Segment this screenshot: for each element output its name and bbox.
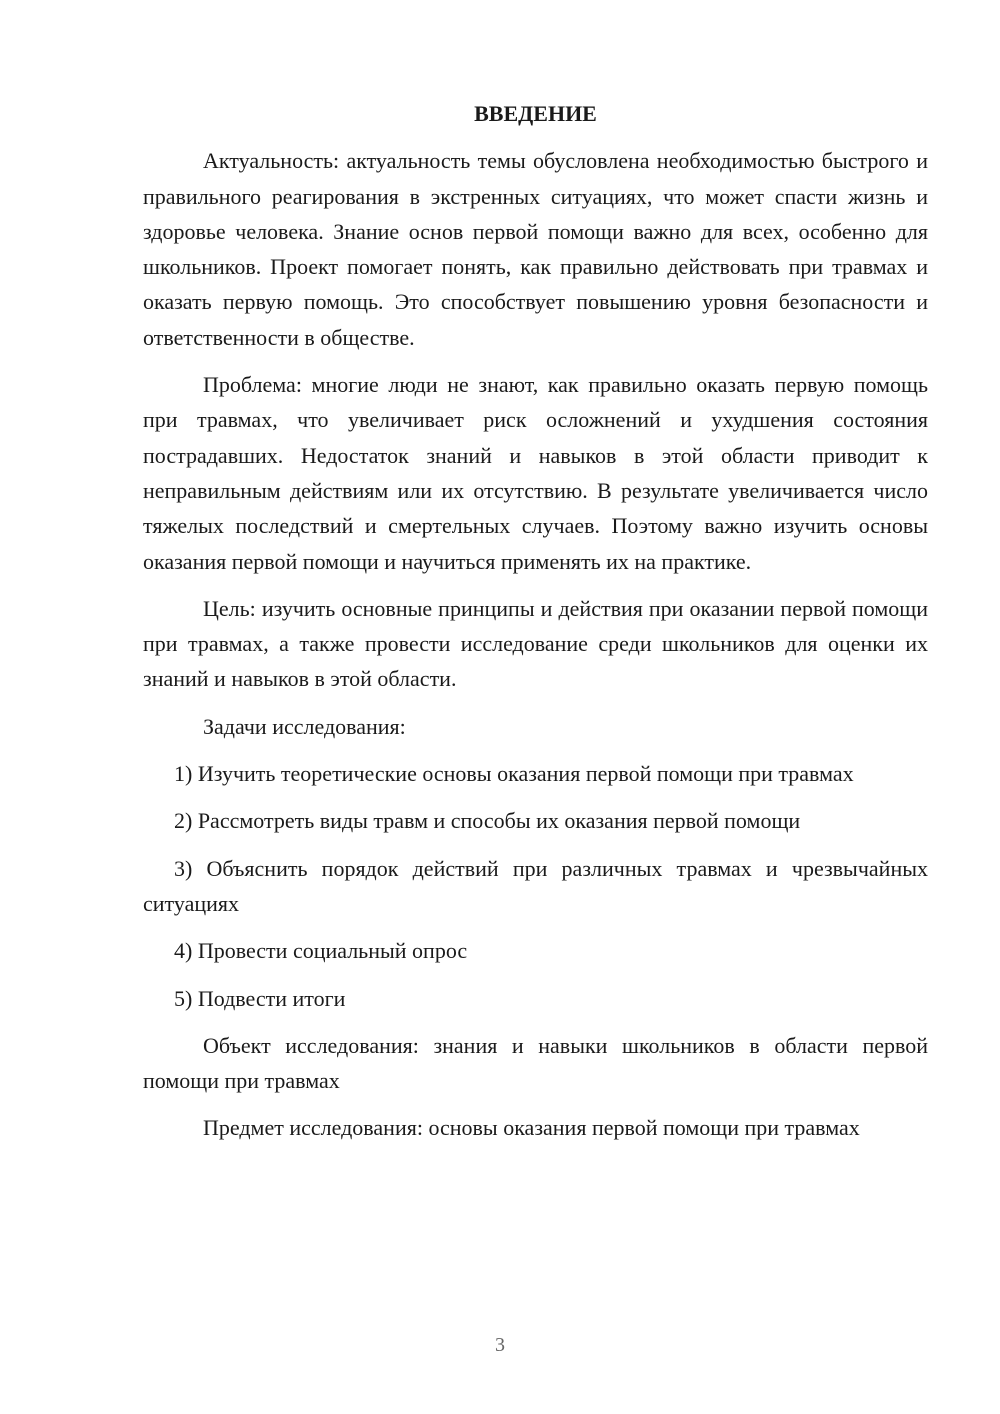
tasks-list xyxy=(143,756,928,1016)
document-page xyxy=(143,96,928,1158)
problem-paragraph: Проблема: многие люди не знают, как правильно оказать первую помощь при травмах, что увеличивает риск осложнений и ухудшения состояния пострадавших. Недостаток знаний и навыков в этой области приводит к неправильным действиям или их отсутствию. В результате увеличивается число тяжелых последствий и смертельных случаев. Поэтому важно изучить основы оказания первой помощи и научиться применять их на практике. xyxy=(143,372,928,574)
list-item: 1) Изучить теоретические основы оказания первой помощи при травмах xyxy=(174,761,854,787)
tasks-heading: Задачи исследования: xyxy=(203,713,406,739)
page-title: ВВЕДЕНИЕ xyxy=(474,101,597,126)
list-item: 2) Рассмотреть виды травм и способы их оказания первой помощи xyxy=(174,808,801,834)
goal-paragraph: Цель: изучить основные принципы и действия при оказании первой помощи при травмах, а также провести исследование среди школьников для оценки их знаний и навыков в этой области. xyxy=(143,595,928,692)
list-item: 3) Объяснить порядок действий при различных травмах и чрезвычайных ситуациях xyxy=(143,855,928,916)
subject-paragraph: Предмет исследования: основы оказания первой помощи при травмах xyxy=(203,1115,860,1141)
list-item: 5) Подвести итоги xyxy=(174,985,346,1011)
object-paragraph: Объект исследования: знания и навыки школьников в области первой помощи при травмах xyxy=(143,1032,928,1094)
list-item: 4) Провести социальный опрос xyxy=(174,938,468,964)
page-number: 3 xyxy=(495,1334,505,1356)
relevance-paragraph: Актуальность: актуальность темы обусловлена необходимостью быстрого и правильного реагирования в экстренных ситуациях, что может спасти жизнь и здоровье человека. Знание основ первой помощи важно для всех, особенно для школьников. Проект помогает понять, как правильно действовать при травмах и оказать первую помощь. Это способствует повышению уровня безопасности и ответственности в обществе. xyxy=(143,148,928,350)
